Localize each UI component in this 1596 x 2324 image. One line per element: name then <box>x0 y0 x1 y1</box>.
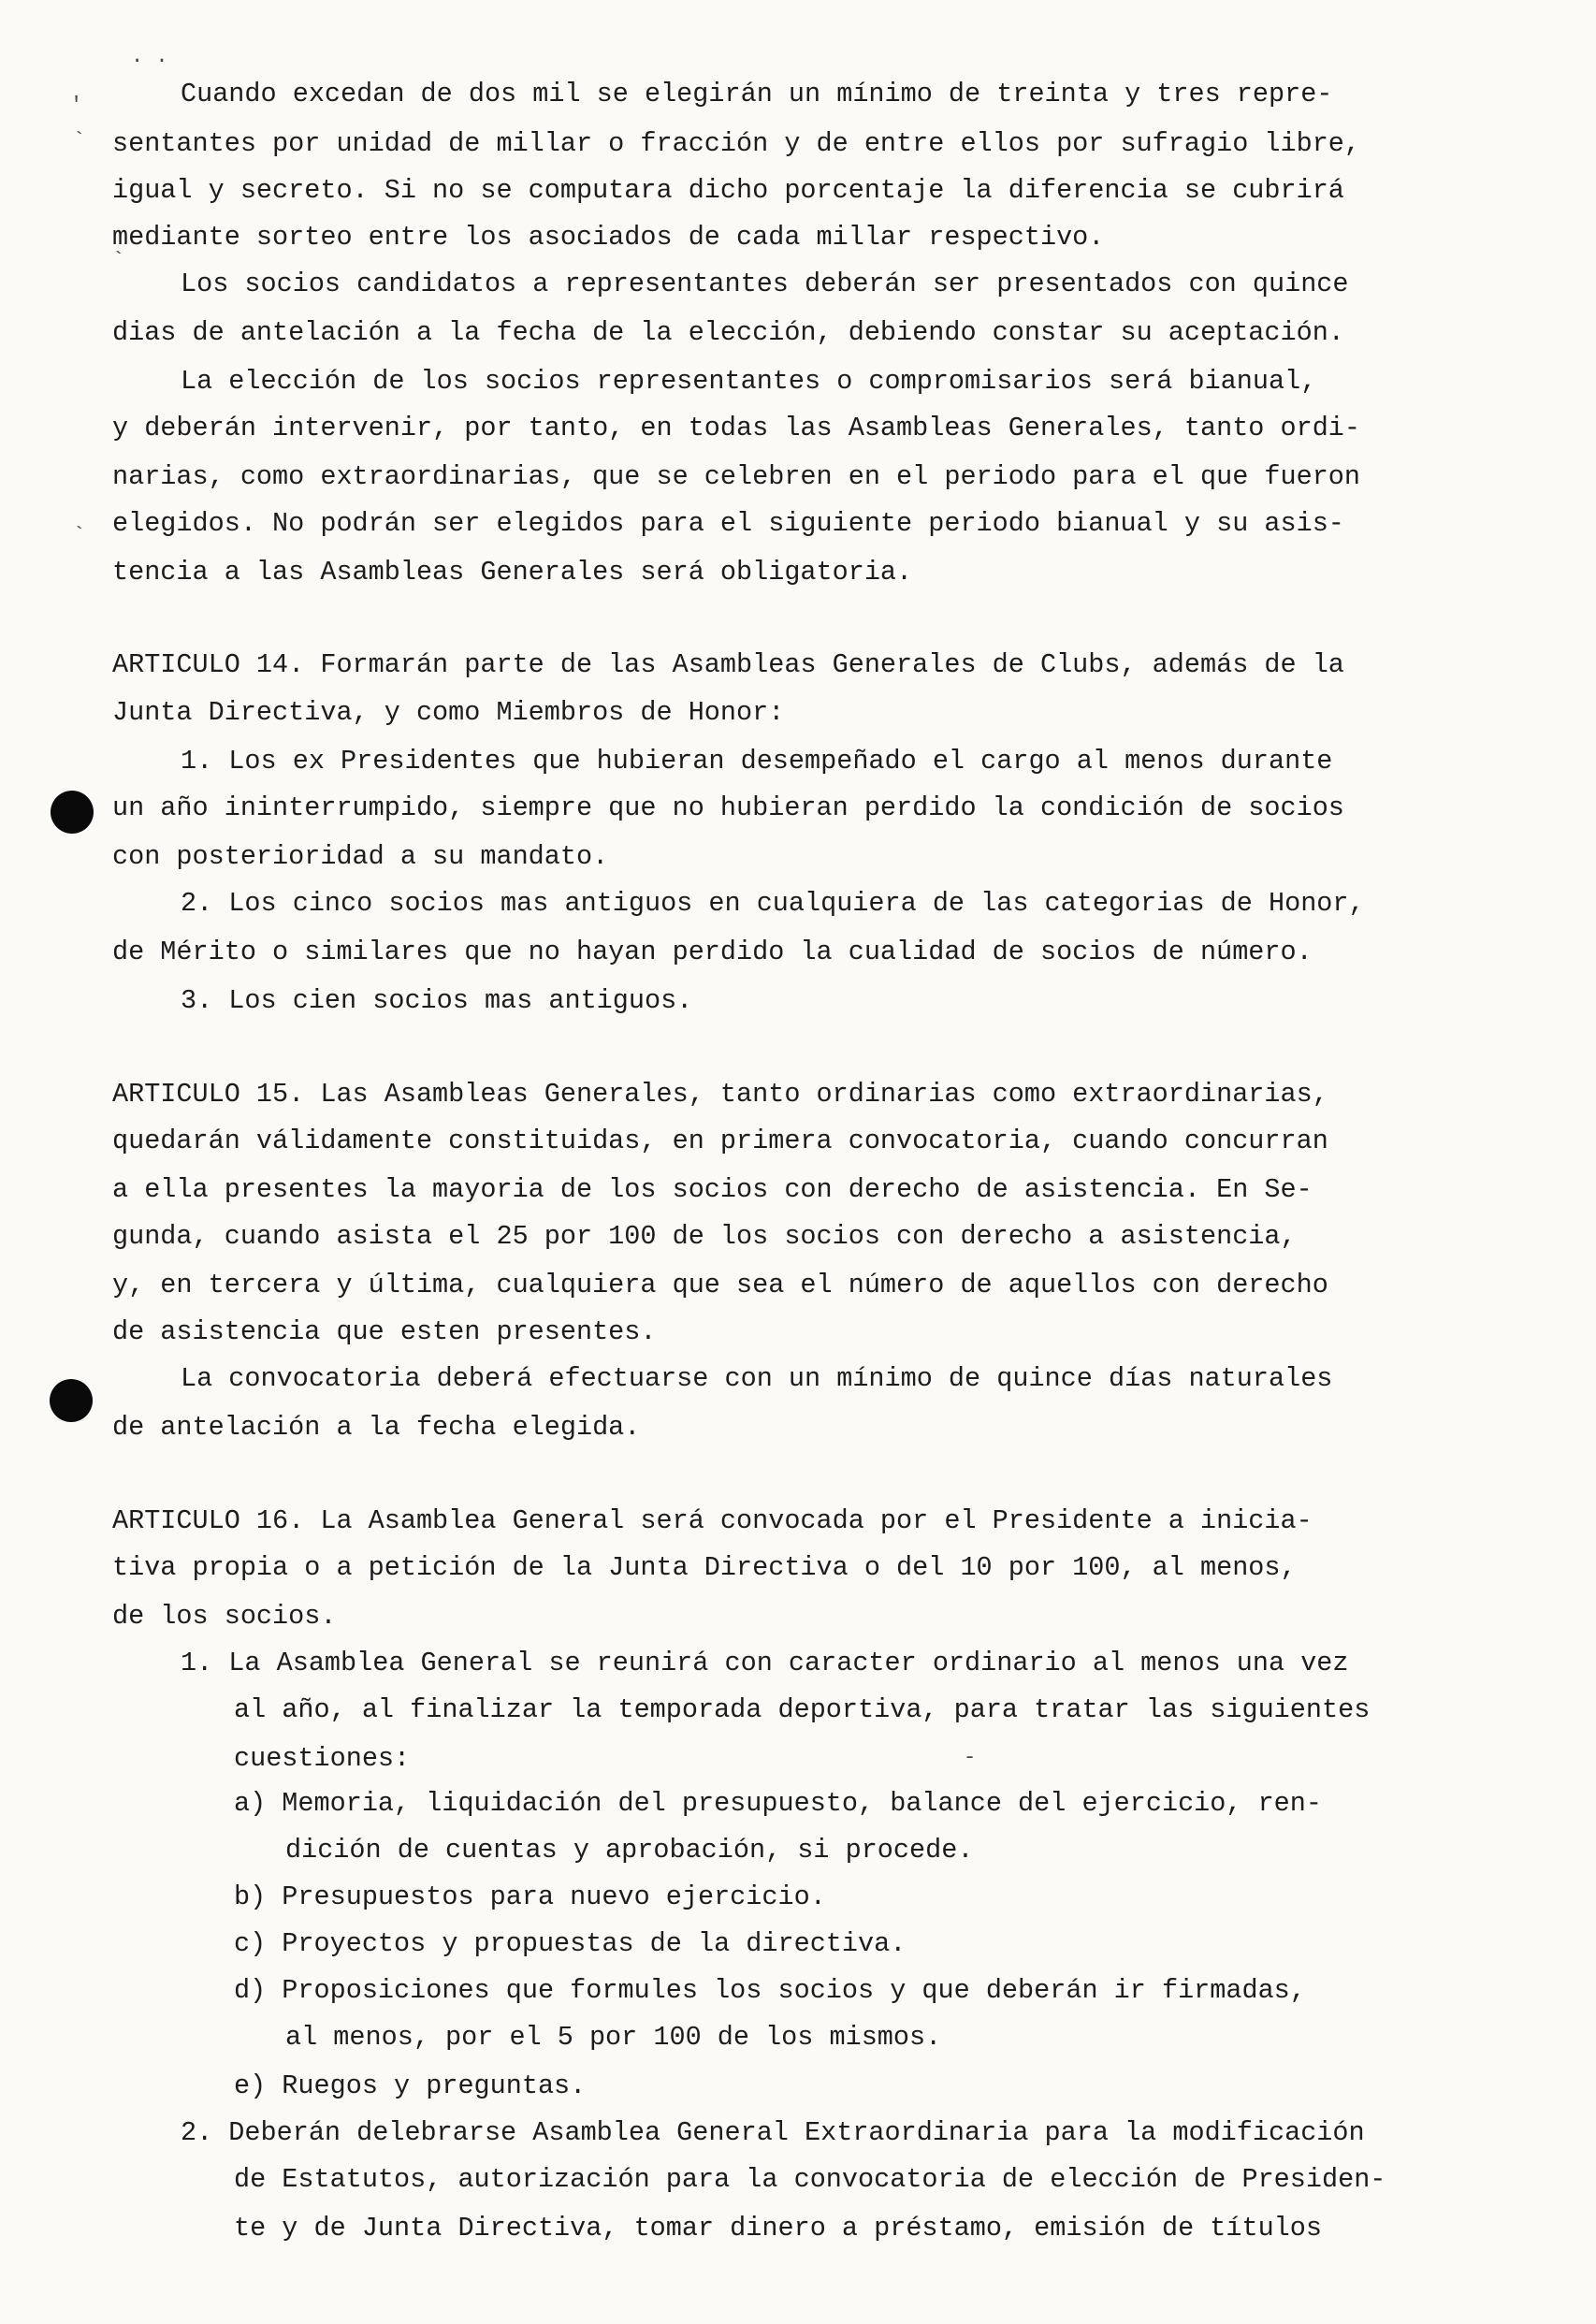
stray-mark: ` <box>73 129 86 153</box>
text-line: con posterioridad a su mandato. <box>112 841 609 872</box>
text-line: elegidos. No podrán ser elegidos para el siguiente periodo bianual y su asis- <box>112 508 1344 539</box>
punch-hole-top <box>51 791 94 834</box>
text-line: sentantes por unidad de millar o fracción y de entre ellos por sufragio libre, <box>112 128 1361 159</box>
text-line: Cuando excedan de dos mil se elegirán un mínimo de treinta y tres repre- <box>181 79 1333 109</box>
text-line: cuestiones: <box>234 1743 411 1774</box>
text-line: narias, como extraordinarias, que se celebren en el periodo para el que fueron <box>112 461 1361 492</box>
text-line: tencia a las Asambleas Generales será obligatoria. <box>112 557 913 588</box>
text-line: te y de Junta Directiva, tomar dinero a préstamo, emisión de títulos <box>234 2213 1322 2244</box>
text-line: 2. Deberán delebrarse Asamblea General Extraordinaria para la modificación <box>181 2117 1365 2148</box>
text-line: de Mérito o similares que no hayan perdido la cualidad de socios de número. <box>112 937 1313 967</box>
text-line: La convocatoria deberá efectuarse con un mínimo de quince días naturales <box>181 1363 1333 1394</box>
text-line: ARTICULO 16. La Asamblea General será convocada por el Presidente a inicia- <box>112 1505 1313 1536</box>
text-line: Los socios candidatos a representantes deberán ser presentados con quince <box>181 269 1349 299</box>
text-line: dición de cuentas y aprobación, si procede. <box>285 1835 974 1866</box>
text-line: al año, al finalizar la temporada deportiva, para tratar las siguientes <box>234 1694 1371 1725</box>
text-line: e) Ruegos y preguntas. <box>234 2070 587 2101</box>
text-line: y deberán intervenir, por tanto, en todas las Asambleas Generales, tanto ordi- <box>112 413 1361 443</box>
text-line: ARTICULO 14. Formarán parte de las Asambleas Generales de Clubs, además de la <box>112 649 1344 680</box>
text-line: gunda, cuando asista el 25 por 100 de los socios con derecho a asistencia, <box>112 1221 1297 1252</box>
stray-mark: . . <box>131 45 168 68</box>
text-line: 2. Los cinco socios mas antiguos en cualquiera de las categorias de Honor, <box>181 888 1365 919</box>
text-line: c) Proyectos y propuestas de la directiva. <box>234 1928 907 1959</box>
stray-mark: ` <box>112 249 125 272</box>
text-line: a) Memoria, liquidación del presupuesto, balance del ejercicio, ren- <box>234 1788 1322 1819</box>
punch-hole-bottom <box>50 1379 93 1422</box>
text-line: 1. Los ex Presidentes que hubieran desempeñado el cargo al menos durante <box>181 746 1333 777</box>
text-line: d) Proposiciones que formules los socios y que deberán ir firmadas, <box>234 1975 1306 2006</box>
text-line: mediante sorteo entre los asociados de cada millar respectivo. <box>112 222 1105 253</box>
text-line: quedarán válidamente constituidas, en primera convocatoria, cuando concurran <box>112 1126 1328 1156</box>
text-line: y, en tercera y última, cualquiera que sea el número de aquellos con derecho <box>112 1270 1328 1300</box>
text-line: 3. Los cien socios mas antiguos. <box>181 985 693 1016</box>
text-line: Junta Directiva, y como Miembros de Honor: <box>112 697 785 728</box>
text-line: tiva propia o a petición de la Junta Directiva o del 10 por 100, al menos, <box>112 1552 1297 1583</box>
text-line: de antelación a la fecha elegida. <box>112 1412 641 1443</box>
stray-mark: ' <box>70 94 83 117</box>
text-line: igual y secreto. Si no se computara dicho porcentaje la diferencia se cubrirá <box>112 175 1344 206</box>
stray-mark: ` <box>73 524 86 547</box>
stray-mark: - <box>964 1746 977 1769</box>
text-line: un año ininterrumpido, siempre que no hubieran perdido la condición de socios <box>112 792 1344 823</box>
text-line: a ella presentes la mayoria de los socios con derecho de asistencia. En Se- <box>112 1174 1313 1205</box>
text-line: La elección de los socios representantes o compromisarios será bianual, <box>181 366 1317 397</box>
text-line: al menos, por el 5 por 100 de los mismos. <box>285 2022 942 2053</box>
text-line: 1. La Asamblea General se reunirá con caracter ordinario al menos una vez <box>181 1648 1349 1678</box>
text-line: de Estatutos, autorización para la convocatoria de elección de Presiden- <box>234 2164 1386 2195</box>
text-line: b) Presupuestos para nuevo ejercicio. <box>234 1881 826 1912</box>
text-line: de los socios. <box>112 1601 337 1632</box>
text-line: de asistencia que esten presentes. <box>112 1316 657 1347</box>
text-line: dias de antelación a la fecha de la elección, debiendo constar su aceptación. <box>112 317 1344 348</box>
text-line: ARTICULO 15. Las Asambleas Generales, tanto ordinarias como extraordinarias, <box>112 1079 1328 1110</box>
